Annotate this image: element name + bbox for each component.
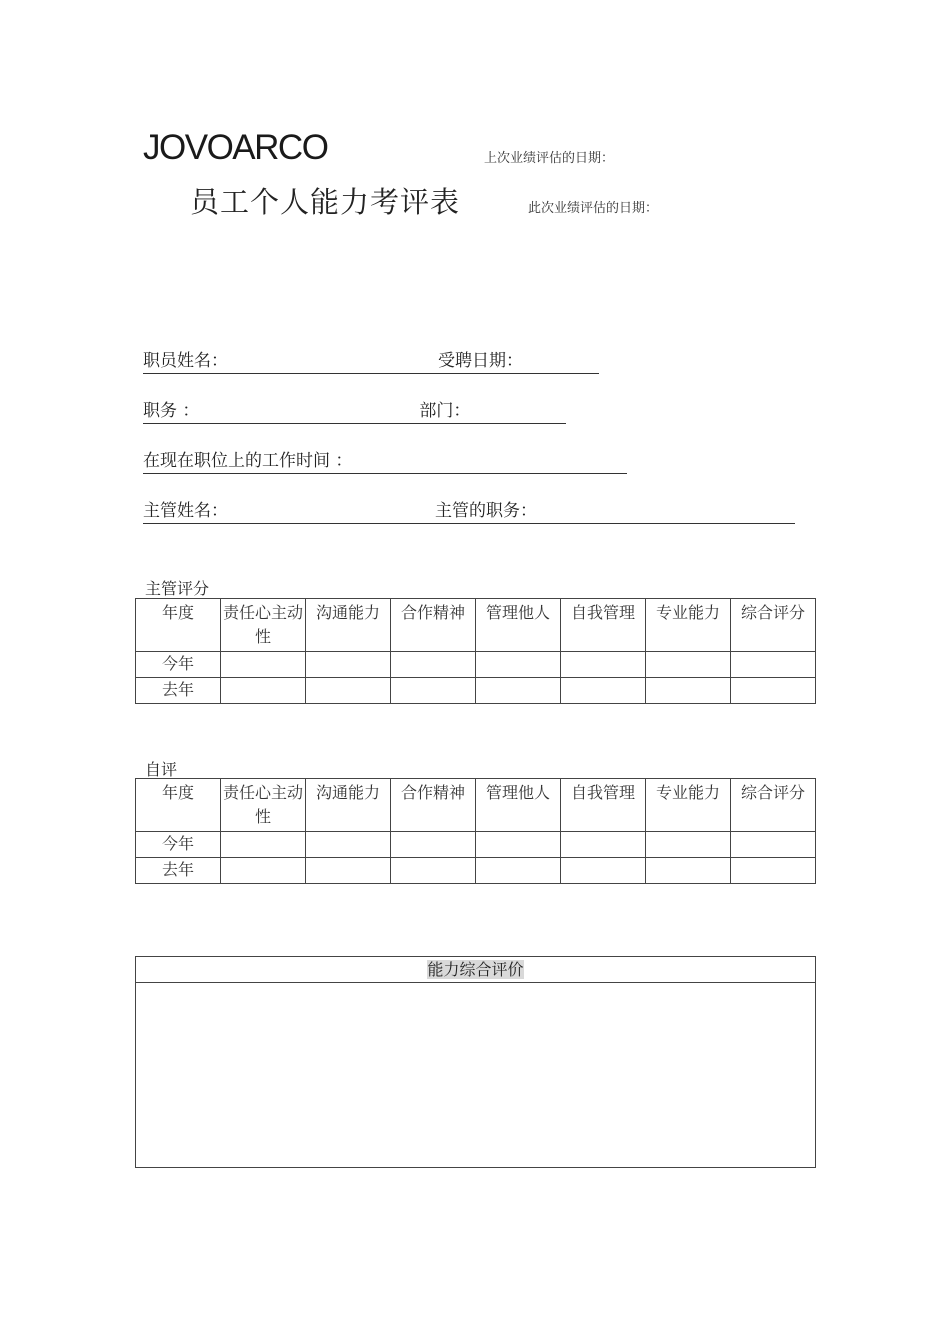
row-label-last-year: 去年 [136, 858, 221, 884]
self-rating-table [135, 778, 816, 884]
supervisor-rating-label: 主管评分 [145, 579, 210, 598]
table-row [136, 832, 816, 858]
header-teamwork: 合作精神 [391, 779, 476, 832]
position-label: 职务 ： [143, 401, 200, 421]
header-responsibility: 责任心主动性 [221, 779, 306, 832]
rating-cell[interactable] [731, 678, 816, 704]
rating-cell[interactable] [646, 858, 731, 884]
overall-evaluation-header [136, 957, 815, 983]
header-self-management: 自我管理 [561, 779, 646, 832]
rating-cell[interactable] [731, 832, 816, 858]
rating-cell[interactable] [306, 678, 391, 704]
supervisor-position-label: 主管的职务： [435, 501, 537, 521]
employee-info-row [143, 350, 599, 374]
tenure-row [143, 450, 627, 474]
rating-cell[interactable] [731, 652, 816, 678]
header-managing-others: 管理他人 [476, 779, 561, 832]
overall-evaluation-field[interactable] [136, 983, 815, 1167]
rating-cell[interactable] [391, 832, 476, 858]
header-year: 年度 [136, 779, 221, 832]
supervisor-row [143, 500, 795, 524]
rating-cell[interactable] [646, 678, 731, 704]
department-label: 部门： [419, 401, 471, 421]
last-eval-date-label: 上次业绩评估的日期： [484, 151, 615, 166]
rating-cell[interactable] [561, 652, 646, 678]
header-teamwork: 合作精神 [391, 599, 476, 652]
rating-cell[interactable] [646, 832, 731, 858]
rating-cell[interactable] [221, 832, 306, 858]
header-self-management: 自我管理 [561, 599, 646, 652]
table-row [136, 652, 816, 678]
header-communication: 沟通能力 [306, 599, 391, 652]
rating-cell[interactable] [306, 832, 391, 858]
rating-cell[interactable] [561, 678, 646, 704]
row-label-this-year: 今年 [136, 832, 221, 858]
header-communication: 沟通能力 [306, 779, 391, 832]
table-row [136, 858, 816, 884]
rating-cell[interactable] [391, 678, 476, 704]
employee-name-label: 职员姓名： [143, 351, 228, 371]
rating-cell[interactable] [306, 858, 391, 884]
rating-cell[interactable] [221, 678, 306, 704]
table-header-row [136, 599, 816, 652]
rating-cell[interactable] [731, 858, 816, 884]
row-label-last-year: 去年 [136, 678, 221, 704]
rating-cell[interactable] [221, 858, 306, 884]
supervisor-name-label: 主管姓名： [143, 501, 228, 521]
position-row [143, 400, 566, 424]
rating-cell[interactable] [391, 652, 476, 678]
header-overall-score: 综合评分 [731, 779, 816, 832]
header-managing-others: 管理他人 [476, 599, 561, 652]
tenure-label: 在现在职位上的工作时间 ： [143, 451, 353, 471]
table-row [136, 678, 816, 704]
rating-cell[interactable] [476, 678, 561, 704]
header-overall-score: 综合评分 [731, 599, 816, 652]
page-title: 员工个人能力考评表 [190, 185, 461, 219]
supervisor-rating-table [135, 598, 816, 704]
header-expertise: 专业能力 [646, 779, 731, 832]
header-year: 年度 [136, 599, 221, 652]
hire-date-label: 受聘日期： [438, 351, 523, 371]
self-rating-label: 自评 [145, 760, 178, 779]
overall-evaluation-title: 能力综合评价 [427, 960, 524, 979]
header-responsibility: 责任心主动性 [221, 599, 306, 652]
row-label-this-year: 今年 [136, 652, 221, 678]
this-eval-date-label: 此次业绩评估的日期： [528, 201, 659, 216]
rating-cell[interactable] [561, 858, 646, 884]
company-logo: JOVOARCO [143, 128, 328, 167]
rating-cell[interactable] [476, 858, 561, 884]
rating-cell[interactable] [476, 832, 561, 858]
rating-cell[interactable] [221, 652, 306, 678]
rating-cell[interactable] [561, 832, 646, 858]
rating-cell[interactable] [306, 652, 391, 678]
rating-cell[interactable] [476, 652, 561, 678]
header-expertise: 专业能力 [646, 599, 731, 652]
rating-cell[interactable] [646, 652, 731, 678]
table-header-row [136, 779, 816, 832]
overall-evaluation-box [135, 956, 816, 1168]
rating-cell[interactable] [391, 858, 476, 884]
